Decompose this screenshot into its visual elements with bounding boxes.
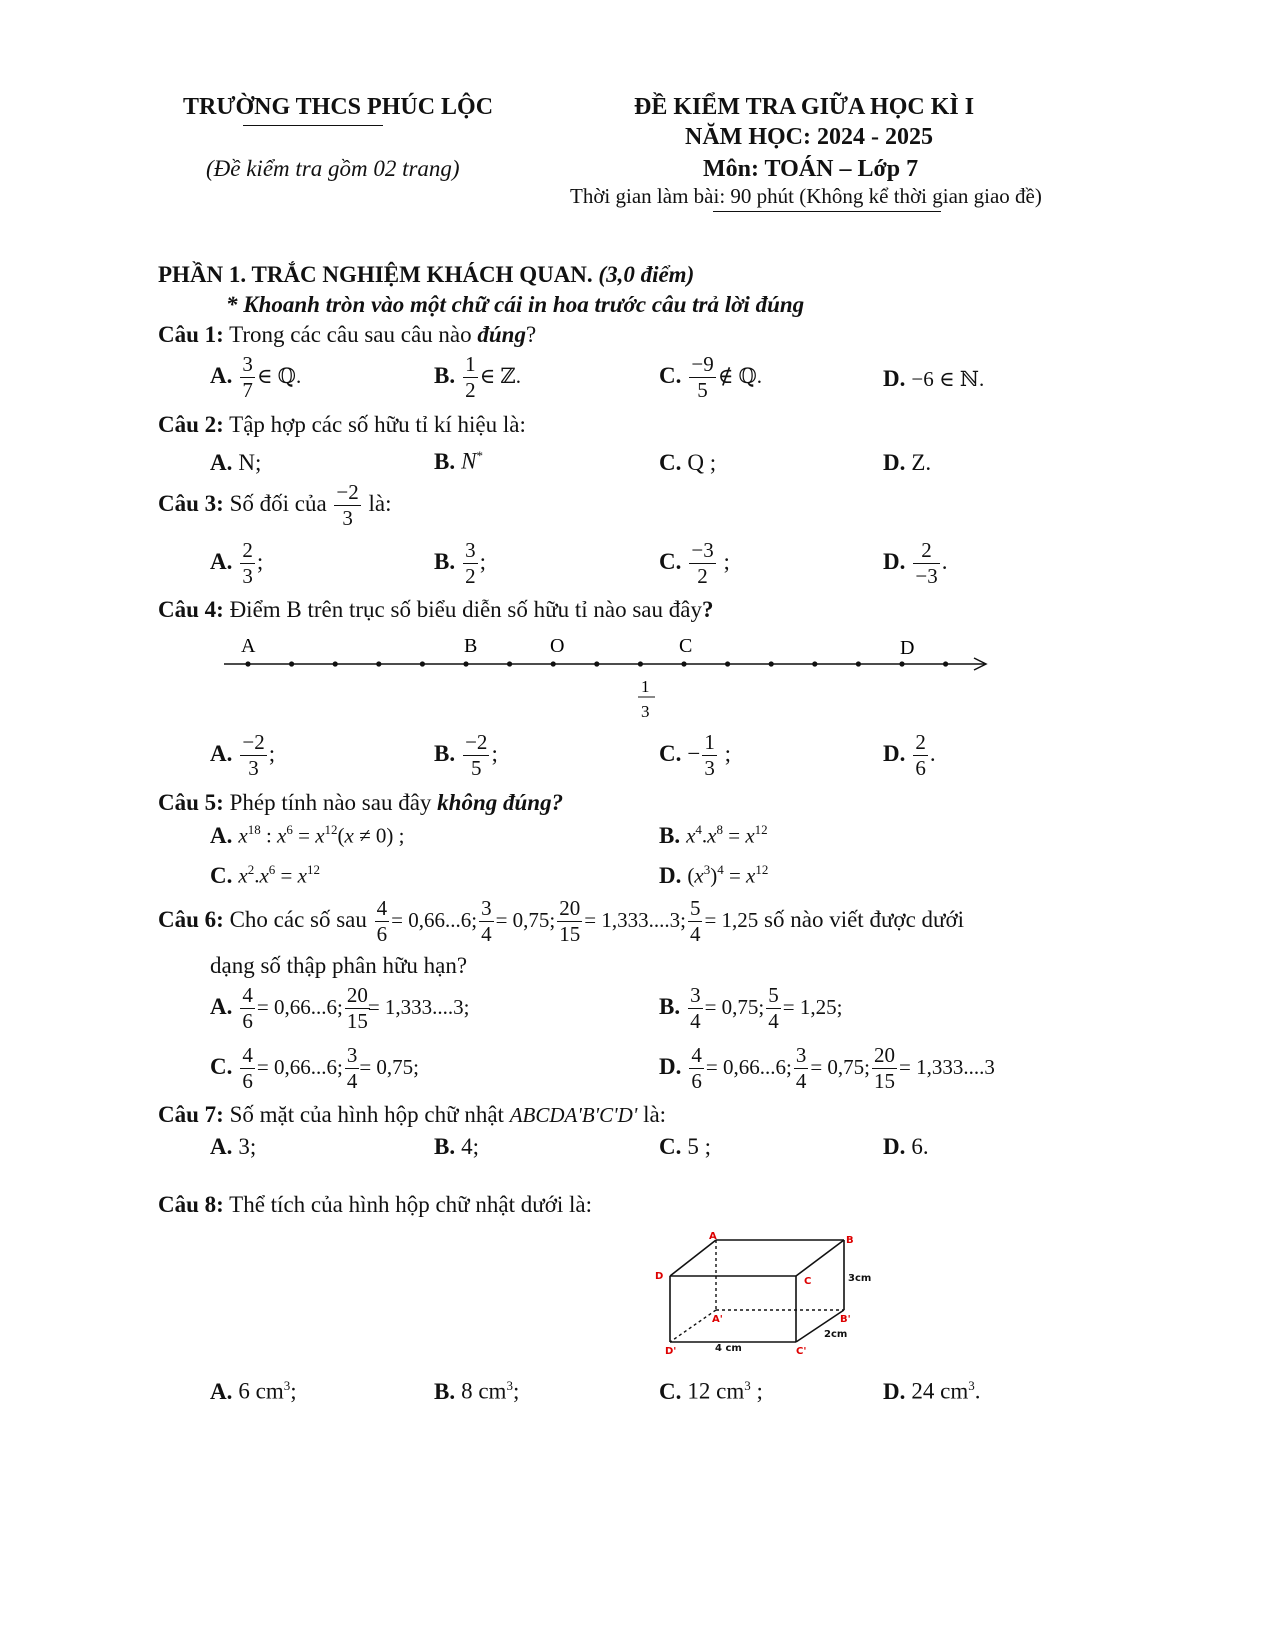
subject: Môn: TOÁN – Lớp 7 [703,156,919,182]
q4-b-rest: ; [491,740,498,766]
q8-option-d[interactable] [883,1378,980,1405]
svg-text:4 cm: 4 cm [715,1343,742,1354]
q3-c-den: 2 [697,564,708,588]
q6-label: Câu 6: [158,906,224,932]
q2-option-c[interactable] [659,450,716,476]
q1-c-rest: ∉ ℚ. [717,363,763,388]
q2-d-text: Z. [911,450,932,475]
q4-label: Câu 4: [158,597,224,622]
number-line-tick [420,661,425,666]
number-line-tick [245,661,250,666]
q4-c-den: 3 [704,756,715,780]
q8-d-sup: 3 [968,1378,975,1393]
q6-f3-val: = 1,333....3; [584,907,686,932]
q5-option-a[interactable]: A. $x^{18}$ : $x^6 = x^{12}(x \ne 0)$ ; [210,822,405,848]
q2-option-b[interactable] [434,448,483,475]
q2-text: Tập hợp các số hữu tỉ kí hiệu là: [229,412,526,437]
q4-b-label: B. [434,740,456,766]
q2-a-label: A. [210,450,233,475]
q7-d-label: D. [883,1134,906,1159]
time-note: Thời gian làm bài: 90 phút (Không kể thời gian giao đề) [570,184,1042,208]
q7-label: Câu 7: [158,1102,224,1127]
q4-d-den: 6 [915,756,926,780]
number-line-tick [769,661,774,666]
axis-frac-den: 3 [641,702,650,721]
q4-d-label: D. [883,740,906,766]
svg-text:C': C' [796,1346,807,1357]
q4-a-den: 3 [248,756,259,780]
q2-b-label: B. [434,448,456,474]
svg-text:A': A' [712,1314,723,1325]
exam-title: ĐỀ KIỂM TRA GIỮA HỌC KÌ I [634,94,975,120]
number-line-tick [594,661,599,666]
q5-emph: không đúng? [437,790,564,815]
q6-b-label: B. [659,993,681,1019]
q7-option-a[interactable] [210,1134,256,1160]
school-year: NĂM HỌC: 2024 - 2025 [685,124,933,150]
q8-b-end: ; [512,1378,520,1404]
number-line-tick [289,661,294,666]
q3-b-rest: ; [479,548,486,574]
q3-b-den: 2 [465,564,476,588]
q4-b-den: 5 [471,756,482,780]
svg-text:2cm: 2cm [824,1329,848,1340]
q3-option-b[interactable] [434,538,486,589]
axis-label-c: C [679,635,693,657]
q7-text: Số mặt của hình hộp chữ nhật [229,1102,504,1127]
q1-c-den: 5 [697,378,708,402]
q5-option-d[interactable]: D. $(x^3)^4 = x^{12}$ [659,862,769,888]
q6-f3-num: 20 [559,896,581,920]
q8-b-text: 8 cm [461,1378,507,1404]
q3-frac [334,480,360,531]
q7-a-text: 3; [238,1134,257,1159]
section1-heading [158,262,694,288]
q6-a-label: A. [210,993,233,1019]
q4-a-rest: ; [268,740,276,766]
q6-f2-val: = 0,75; [495,907,556,932]
q6-text: Cho các số sau [229,906,367,932]
q8-b-label: B. [434,1378,456,1404]
q5-a-label: A. [210,822,233,848]
q1-b-num: 1 [465,352,476,376]
q3-d-label: D. [883,548,906,574]
q6-d-label: D. [659,1053,682,1079]
number-line-tick [376,661,381,666]
q2-option-d[interactable] [883,450,931,476]
number-line-tick [856,661,861,666]
question-4 [158,597,713,623]
q8-d-text: 24 cm [911,1378,969,1404]
q4-a-label: A. [210,740,233,766]
q8-d-label: D. [883,1378,906,1404]
axis-frac-num: 1 [641,677,650,696]
q5-option-c[interactable]: C. $x^2.x^6 = x^{12}$ [210,862,320,888]
q2-c-label: C. [659,450,682,475]
q6-option-b[interactable]: B. $\frac{3}{4}$ = 0,75; $\frac{5}{4}$ = 1,25; [659,983,843,1033]
q8-c-end: ; [750,1378,763,1404]
section1-title: PHẦN 1. TRẮC NGHIỆM KHÁCH QUAN. [158,262,593,287]
q7-d-text: 6. [911,1134,929,1159]
q8-option-c[interactable] [659,1378,763,1405]
q1-d-label: D. [883,366,906,391]
q3-c-rest: ; [723,548,730,574]
q6-continuation: dạng số thập phân hữu hạn? [210,953,468,978]
q8-label: Câu 8: [158,1192,224,1217]
q8-c-label: C. [659,1378,682,1404]
svg-text:D: D [655,1271,664,1282]
q1-b-rest: ∈ ℤ. [479,363,521,388]
axis-label-o: O [550,635,565,657]
q6-f4-val: = 1,25 [704,907,759,932]
q7-box: ABCDA'B'C'D' [509,1103,638,1127]
q6-f4-den: 4 [689,922,701,946]
axis-label-d: D [900,637,915,659]
q3-a-label: A. [210,548,233,574]
q4-c-pre: − [687,740,701,766]
question-1 [158,322,536,348]
q6-f4-num: 5 [689,896,701,920]
question-7 [158,1102,666,1128]
question-8 [158,1192,592,1218]
number-line-tick [681,661,686,666]
q6-f1-val: = 0,66...6; [391,907,478,932]
q3-option-d[interactable] [883,538,947,589]
q4-b-num: −2 [465,730,488,754]
svg-text:3cm: 3cm [848,1273,872,1284]
q1-a-frac [240,352,255,403]
q2-c-text: Q ; [687,450,717,475]
q1-option-d[interactable] [883,366,984,392]
q6-f3-den: 15 [559,922,581,946]
q1-c-label: C. [659,362,682,388]
q3-c-frac [689,538,715,589]
q6-option-a[interactable]: A. $\frac{4}{6}$ = 0,66...6; $\frac{20}{15}$ = 1,333....3; [210,983,470,1033]
q3-option-c[interactable] [659,538,730,589]
q3-b-frac [463,538,478,589]
q8-a-end: ; [290,1378,297,1404]
q1-end: ? [525,322,537,347]
number-line-tick [463,661,468,666]
q4-option-a[interactable] [210,730,275,781]
section1-instruction: * Khoanh tròn vào một chữ cái in hoa trước câu trả lời đúng [226,292,805,317]
q3-a-rest: ; [256,548,264,574]
q7-end: là: [643,1102,667,1127]
number-line-tick [507,661,512,666]
svg-text:C: C [804,1276,812,1287]
q3-a-den: 3 [242,564,253,588]
q3-b-label: B. [434,548,456,574]
question-6 [158,896,964,947]
q5-d-label: D. [659,862,682,888]
q2-b-sup: * [476,448,483,463]
q3-den: 3 [342,506,353,530]
q6-f2-den: 4 [481,922,492,946]
question-5 [158,790,563,816]
q2-b-text: N [461,448,477,474]
q4-a-num: −2 [242,730,265,754]
q4-d-num: 2 [915,730,926,754]
q4-b-frac [463,730,489,781]
q3-d-den: −3 [915,564,938,588]
q7-option-b[interactable] [434,1134,479,1160]
q5-option-b[interactable]: B. $x^4.x^8 = x^{12}$ [659,822,768,848]
q8-b-sup: 3 [506,1378,513,1393]
q7-b-label: B. [434,1134,456,1159]
number-line [210,630,1000,725]
q1-a-num: 3 [242,352,253,376]
axis-label-b: B [464,635,478,657]
cuboid-edges [670,1240,844,1342]
q1-b-den: 2 [465,378,476,402]
q4-c-label: C. [659,740,682,766]
q3-c-num: −3 [691,538,714,562]
q3-a-frac [240,538,255,589]
q1-label: Câu 1: [158,322,224,347]
q3-c-label: C. [659,548,682,574]
q4-a-frac [240,730,266,781]
svg-text:B': B' [840,1314,851,1325]
q8-a-text: 6 cm [238,1378,284,1404]
svg-text:D': D' [665,1346,677,1357]
q1-a-den: 7 [242,378,253,402]
q2-d-label: D. [883,450,906,475]
number-line-tick [943,661,948,666]
q3-d-frac [913,538,939,589]
q6-option-c[interactable]: C. $\frac{4}{6}$ = 0,66...6; $\frac{3}{4}$ = 0,75; [210,1043,419,1093]
q6-f1-den: 6 [376,922,388,946]
q1-option-a[interactable] [210,352,301,403]
q1-a-rest: ∈ ℚ. [256,363,302,388]
q8-c-text: 12 cm [687,1378,745,1404]
q5-c-label: C. [210,862,233,888]
q1-b-frac [463,352,478,403]
section1-points: (3,0 điểm) [598,262,695,287]
q6-f2-num: 3 [481,896,492,920]
q3-end: là: [368,490,392,516]
q4-option-c[interactable] [659,730,731,781]
q1-emph: đúng [477,322,526,347]
q6-end: số nào viết được dưới [764,906,965,932]
q3-num: −2 [336,480,359,504]
time-underline [713,211,941,212]
number-line-tick [638,661,643,666]
axis-label-a: A [241,635,256,657]
q1-a-label: A. [210,362,233,388]
q6-d-last: = 1,333....3 [899,1054,995,1079]
q3-b-num: 3 [465,538,476,562]
q1-text: Trong các câu sau câu nào [229,322,472,347]
q7-c-text: 5 ; [687,1134,712,1159]
q5-label: Câu 5: [158,790,224,815]
q8-c-sup: 3 [744,1378,751,1393]
q4-d-rest: . [929,740,936,766]
q4-c-frac [702,730,717,781]
school-underline [243,125,383,126]
q2-label: Câu 2: [158,412,224,437]
number-line-tick [551,661,556,666]
pages-note: (Đề kiểm tra gồm 02 trang) [206,156,460,181]
q7-b-text: 4; [461,1134,479,1159]
svg-text:B: B [846,1235,854,1246]
number-line-tick [333,661,338,666]
q6-option-d[interactable]: D. $\frac{4}{6}$ = 0,66...6; $\frac{3}{4}$ = 0,75; $\frac{20}{15}$ = 1,333....3 [659,1043,995,1093]
q3-d-rest: . [941,548,948,574]
q3-option-a[interactable] [210,538,263,589]
q2-option-a[interactable] [210,450,261,476]
number-line-tick [899,661,904,666]
q3-text: Số đối của [229,490,327,516]
number-line-tick [812,661,817,666]
q4-c-num: 1 [704,730,715,754]
q7-a-label: A. [210,1134,233,1159]
q7-option-c[interactable] [659,1134,711,1160]
q1-option-c[interactable] [659,352,762,403]
question-2 [158,412,526,438]
q4-text: Điểm B trên trục số biểu diễn số hữu tỉ nào sau đây [229,597,702,622]
q2-a-text: N; [238,450,262,475]
school-name: TRƯỜNG THCS PHÚC LỘC [183,94,494,120]
q1-c-frac [689,352,715,403]
q5-text: Phép tính nào sau đây [229,790,432,815]
q6-c-label: C. [210,1053,233,1079]
q1-b-label: B. [434,362,456,388]
q4-d-frac [913,730,928,781]
svg-text:A: A [709,1231,717,1242]
q3-a-num: 2 [242,538,253,562]
q4-c-rest: ; [724,740,731,766]
number-line-tick [725,661,730,666]
q7-option-d[interactable] [883,1134,929,1160]
q1-c-num: −9 [691,352,714,376]
q3-d-num: 2 [913,538,939,564]
q3-label: Câu 3: [158,490,224,516]
q8-a-label: A. [210,1378,233,1404]
q7-c-label: C. [659,1134,682,1159]
q8-text: Thể tích của hình hộp chữ nhật dưới là: [229,1192,592,1217]
q5-b-label: B. [659,822,681,848]
q8-d-end: . [974,1378,981,1404]
question-3 [158,480,392,531]
q4-end: ? [701,597,714,622]
q8-option-b[interactable] [434,1378,519,1405]
q4-option-b[interactable] [434,730,498,781]
q4-option-d[interactable] [883,730,936,781]
q8-option-a[interactable] [210,1378,297,1405]
q1-d-rest: −6 ∈ ℕ. [911,367,985,391]
q6-f1-num: 4 [376,896,388,920]
q8-a-sup: 3 [283,1378,291,1393]
cuboid-figure [650,1230,890,1365]
q1-option-b[interactable] [434,352,521,403]
